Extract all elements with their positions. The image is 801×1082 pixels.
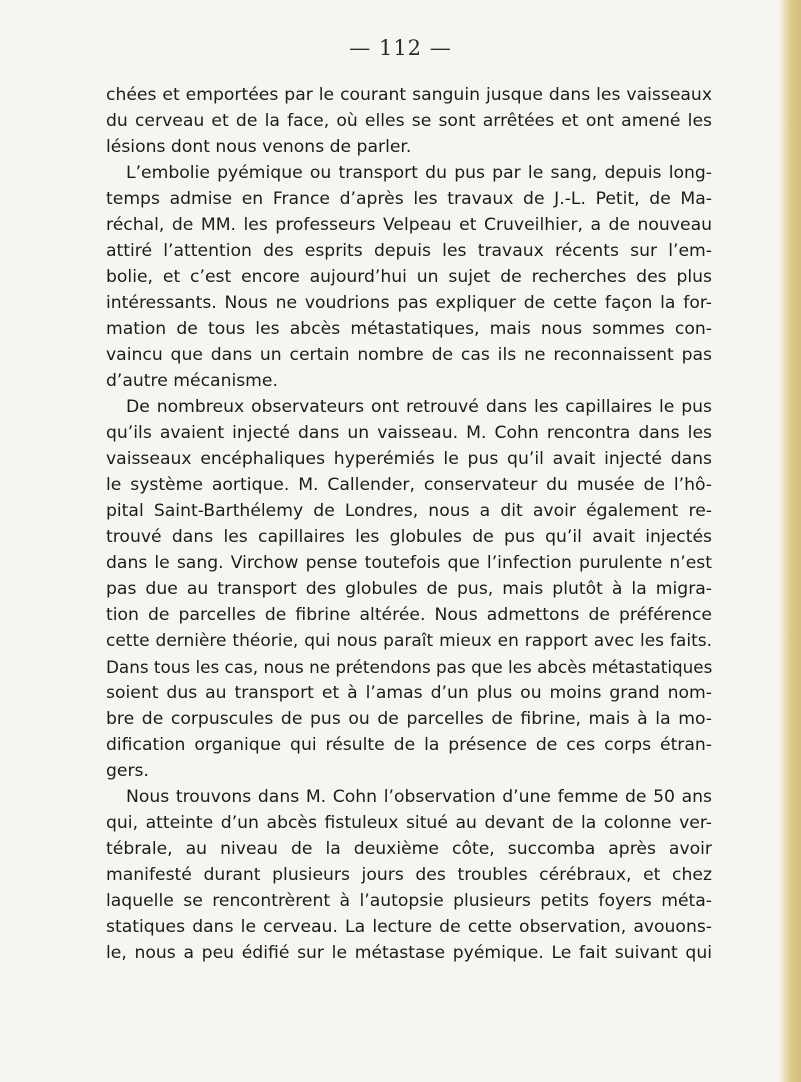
text-line: pas due au transport des globules de pus, mais plutôt à la migra- <box>106 579 712 599</box>
text-line: réchal, de MM. les professeurs Velpeau et Cruveilhier, a de nouveau <box>106 215 712 235</box>
text-line: L’embolie pyémique ou transport du pus par le sang, depuis long- <box>126 163 712 183</box>
text-line: le système aortique. M. Callender, conservateur du musée de l’hô- <box>106 475 712 495</box>
text-line: Dans tous les cas, nous ne prétendons pas que les abcès métastatiques <box>106 657 713 677</box>
text-line: De nombreux observateurs ont retrouvé dans les capillaires le pus <box>126 397 712 417</box>
text-line: tion de parcelles de fibrine altérée. Nous admettons de préférence <box>106 605 712 625</box>
page-edge-shadow <box>779 0 801 1082</box>
text-line: gers. <box>106 761 149 781</box>
text-line: lésions dont nous venons de parler. <box>106 137 412 157</box>
text-line: bolie, et c’est encore aujourd’hui un sujet de recherches des plus <box>106 267 712 287</box>
text-line: qu’ils avaient injecté dans un vaisseau. M. Cohn rencontra dans les <box>106 423 712 443</box>
text-line: cette dernière théorie, qui nous paraît mieux en rapport avec les faits. <box>106 631 712 651</box>
page-number: — 112 — <box>349 36 452 60</box>
text-line: dans le sang. Virchow pense toutefois que l’infection purulente n’est <box>106 553 712 573</box>
text-line: temps admise en France d’après les travaux de J.-L. Petit, de Ma- <box>106 189 712 209</box>
text-line: trouvé dans les capillaires les globules de pus qu’il avait injectés <box>106 527 712 547</box>
text-line: du cerveau et de la face, où elles se sont arrêtées et ont amené les <box>106 111 712 131</box>
text-line: intéressants. Nous ne voudrions pas expliquer de cette façon la for- <box>106 293 712 313</box>
text-line: vaincu que dans un certain nombre de cas ils ne reconnaissent pas <box>106 345 712 365</box>
text-line: vaisseaux encéphaliques hyperémiés le pus qu’il avait injecté dans <box>106 449 712 469</box>
text-line: chées et emportées par le courant sanguin jusque dans les vaisseaux <box>106 85 712 105</box>
text-line: pital Saint-Barthélemy de Londres, nous a dit avoir également re- <box>106 501 712 521</box>
text-line: laquelle se rencontrèrent à l’autopsie plusieurs petits foyers méta- <box>106 891 712 911</box>
text-line: manifesté durant plusieurs jours des troubles cérébraux, et chez <box>106 865 712 885</box>
text-line: d’autre mécanisme. <box>106 371 278 391</box>
text-line: Nous trouvons dans M. Cohn l’observation d’une femme de 50 ans <box>126 787 712 807</box>
text-line: le, nous a peu édifié sur le métastase pyémique. Le fait suivant qui <box>106 943 712 963</box>
text-line: dification organique qui résulte de la présence de ces corps étran- <box>106 735 712 755</box>
text-line: mation de tous les abcès métastatiques, mais nous sommes con- <box>106 319 712 339</box>
text-line: bre de corpuscules de pus ou de parcelles de fibrine, mais à la mo- <box>106 709 712 729</box>
text-line: attiré l’attention des esprits depuis les travaux récents sur l’em- <box>106 241 712 261</box>
body-text <box>106 82 712 966</box>
text-line: qui, atteinte d’un abcès fistuleux situé au devant de la colonne ver- <box>106 813 712 833</box>
text-line: statiques dans le cerveau. La lecture de cette observation, avouons- <box>106 917 712 937</box>
text-line: soient dus au transport et à l’amas d’un plus ou moins grand nom- <box>106 683 712 703</box>
text-line: tébrale, au niveau de la deuxième côte, succomba après avoir <box>106 839 712 859</box>
